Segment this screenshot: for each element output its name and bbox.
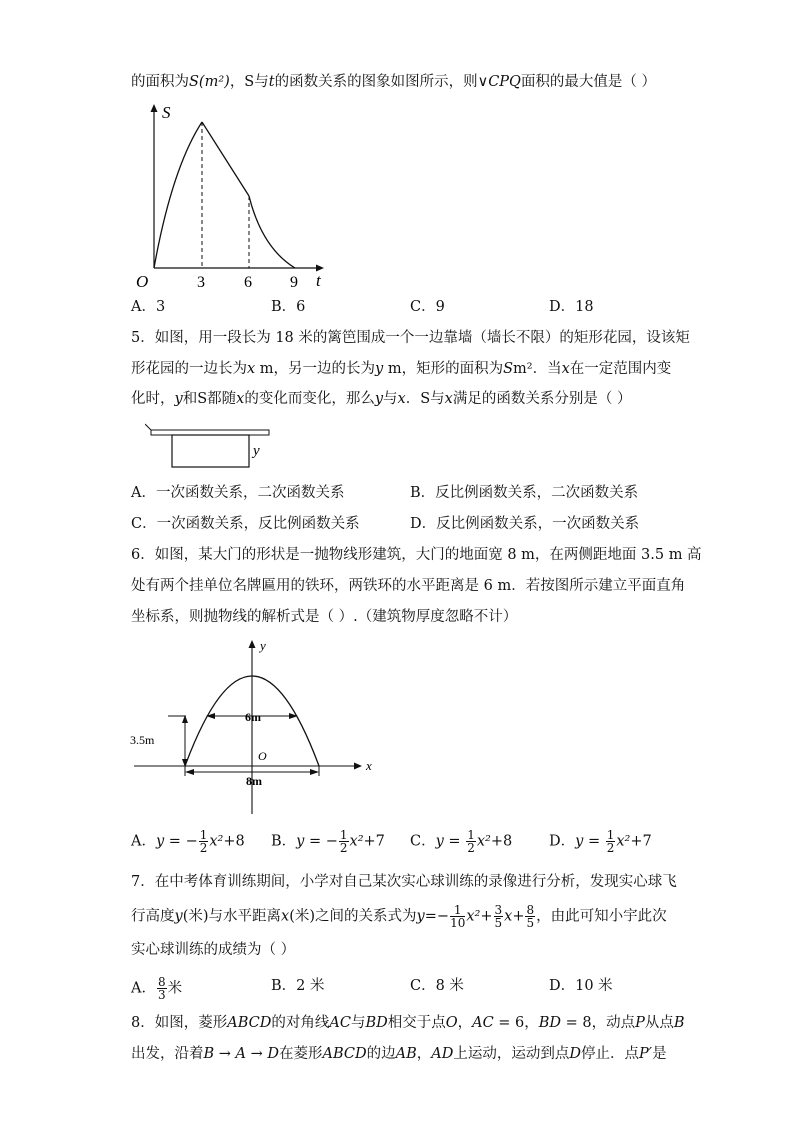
var: P′	[639, 1046, 653, 1062]
q4-option-b[interactable]: B．6	[271, 299, 306, 315]
label-8m: 8m	[246, 774, 262, 788]
y-axis-arrow	[249, 640, 256, 648]
var-x: x	[281, 908, 290, 925]
q6-option-a[interactable]	[131, 829, 245, 854]
q5-var-x: x	[444, 391, 453, 407]
num: 8	[526, 903, 535, 917]
var-y: y	[575, 833, 584, 850]
eq: =	[304, 833, 326, 850]
plus: +	[480, 908, 493, 925]
fraction	[494, 904, 504, 929]
fence-end	[145, 424, 151, 430]
eq: =	[443, 833, 466, 850]
q4-option-c[interactable]: C．9	[410, 299, 445, 315]
x-squared: x²	[209, 833, 224, 850]
den: 2	[606, 841, 615, 855]
q7-text: ，由此可知小宇此次	[536, 908, 667, 925]
num: 1	[199, 828, 208, 842]
eq: =	[583, 833, 605, 850]
q8-text: 8．如图，菱形	[131, 1015, 228, 1031]
q8-text: 的边	[366, 1046, 396, 1062]
unit: 米	[167, 980, 183, 997]
q5-text: 在一定范围内变	[569, 361, 672, 377]
q7-option-b[interactable]: B．2 米	[271, 978, 325, 994]
q4-text: 面积的最大值是（ ）	[520, 74, 657, 90]
q8-text: ，	[457, 1015, 473, 1031]
q8-text: 停止．点	[581, 1046, 640, 1062]
q5-text: 化时，	[131, 391, 175, 407]
x-squared: x²	[616, 833, 631, 850]
tick-6: 6	[244, 274, 252, 290]
q8-text: 与	[350, 1015, 366, 1031]
arrow-left	[185, 769, 194, 775]
q4-option-a[interactable]: A．3	[131, 299, 166, 315]
q8-text: 在菱形	[279, 1046, 323, 1062]
var: AB	[395, 1046, 417, 1062]
q7-line-3: 实心球训练的成绩为（ ）	[131, 942, 296, 958]
num: 1	[467, 828, 475, 842]
wall	[151, 430, 269, 435]
origin-label: O	[258, 749, 267, 763]
fraction	[339, 829, 349, 854]
den: 5	[494, 916, 503, 930]
plus: +	[512, 908, 525, 925]
q6-line-3: 坐标系，则抛物线的解析式是（ ）.（建筑物厚度忽略不计）	[131, 609, 518, 625]
q5-var-x: x	[247, 361, 256, 377]
tick-9: 9	[290, 274, 298, 290]
q5-option-d[interactable]: D．反比例函数关系，一次函数关系	[410, 516, 640, 532]
q4-text: ，S与	[229, 74, 269, 90]
var: ABCD	[322, 1046, 367, 1062]
q5-var-x: x	[561, 361, 570, 377]
q7-text: (米)与水平距离	[182, 908, 282, 925]
opt-prefix: A．	[131, 980, 156, 997]
q8-text: 是	[652, 1046, 667, 1062]
q8-text: ，	[524, 1015, 539, 1031]
var: ABCD	[227, 1015, 272, 1031]
var: AC	[472, 1015, 494, 1031]
q8-text: 从点	[644, 1015, 674, 1031]
num: 3	[494, 903, 503, 917]
q7-line-1: 7．在中考体育训练期间，小学对自己某次实心球训练的录像进行分析，发现实心球飞	[131, 874, 677, 890]
eq: =	[164, 833, 186, 850]
segment-fall	[202, 122, 249, 196]
opt-prefix: A．	[131, 833, 156, 850]
fraction	[157, 976, 167, 1001]
y-label: y	[260, 638, 266, 653]
num: 1	[450, 904, 465, 917]
q5-text: ．S与	[405, 391, 445, 407]
q5-option-a[interactable]: A．一次函数关系，二次函数关系	[131, 485, 345, 501]
var: AD	[431, 1046, 454, 1062]
const: +8	[223, 833, 245, 850]
var: D	[569, 1046, 582, 1062]
q8-text: ，动点	[591, 1015, 636, 1031]
q4-t-var: t	[268, 74, 275, 90]
den: 3	[157, 988, 166, 1002]
eq: =−	[424, 908, 450, 925]
q5-text: 和S都随	[182, 391, 237, 407]
q4-text: 的面积为	[131, 74, 189, 90]
const: +7	[363, 833, 385, 850]
q5-text: 与	[383, 391, 398, 407]
curve-rise	[154, 122, 202, 268]
q5-text: m²．当	[513, 361, 562, 377]
garden-rect	[172, 435, 249, 467]
arrow-right	[310, 769, 319, 775]
label-6m: 6m	[245, 710, 261, 724]
q4-option-d[interactable]: D．18	[549, 299, 594, 315]
const: +7	[630, 833, 652, 850]
arrow-right	[289, 713, 298, 719]
var: P	[635, 1015, 645, 1031]
q5-option-c[interactable]: C．一次函数关系，反比例函数关系	[131, 516, 360, 532]
q6-option-c[interactable]	[410, 829, 512, 854]
arrow-left	[206, 713, 215, 719]
var: AC	[329, 1015, 351, 1031]
q5-var-y: y	[174, 391, 183, 407]
q6-line-1: 6．如图，某大门的形状是一抛物线形建筑，大门的地面宽 8 m，在两侧距地面 3.5 m 高	[131, 547, 702, 563]
var: BD	[538, 1015, 562, 1031]
den: 10	[450, 916, 466, 930]
opt-prefix: D．	[549, 833, 576, 850]
fraction	[450, 904, 465, 929]
var: O	[445, 1015, 458, 1031]
var-y: y	[174, 908, 183, 925]
opt-prefix: B．	[271, 833, 297, 850]
q4-text: 的函数关系的图象如图所示，则	[274, 74, 478, 90]
den: 2	[467, 841, 475, 855]
curve-decay	[249, 196, 295, 268]
q7-text: 行高度	[131, 908, 175, 925]
x-label: t	[316, 271, 321, 290]
q7-option-a[interactable]	[131, 976, 182, 1001]
neg: −	[185, 833, 198, 850]
x-squared: x²	[466, 908, 481, 925]
q5-var-y: y	[374, 391, 384, 407]
y-label: S	[162, 103, 171, 122]
q5-var-s: S	[503, 361, 514, 377]
q5-option-b[interactable]: B．反比例函数关系，二次函数关系	[410, 485, 639, 501]
origin-label: O	[136, 272, 149, 290]
var-x: x	[504, 908, 513, 925]
var-y: y	[416, 908, 425, 925]
q6-line-2: 处有两个挂单位名牌匾用的铁环，两铁环的水平距离是 6 m．若按图所示建立平面直角	[131, 578, 686, 594]
q4-text-line	[131, 72, 656, 92]
q8-text: = 6	[493, 1015, 525, 1031]
num: 8	[157, 975, 166, 989]
var-y: y	[435, 833, 444, 850]
q5-text: m，矩形的面积为	[383, 361, 504, 377]
q6-option-b[interactable]	[271, 829, 385, 854]
den: 5	[526, 916, 535, 930]
fraction	[199, 829, 209, 854]
q5-var-x: x	[397, 391, 406, 407]
x-axis-arrow	[354, 763, 362, 770]
den: 2	[339, 841, 348, 855]
var: BD	[365, 1015, 388, 1031]
q8-text: ，	[416, 1046, 432, 1062]
tick-3: 3	[197, 274, 205, 290]
q5-var-y: y	[375, 361, 384, 377]
x-squared: x²	[476, 833, 491, 850]
q5-line-2	[131, 359, 671, 379]
q8-line-2	[131, 1044, 667, 1064]
q5-text: m，另一边的长为	[255, 361, 376, 377]
q4-s-unit: S(m²)	[189, 74, 230, 90]
q8-line-1	[131, 1013, 685, 1033]
fraction	[466, 829, 476, 854]
q7-option-d[interactable]: D．10 米	[549, 978, 613, 994]
q8-text: = 8	[561, 1015, 592, 1031]
q4-triangle: ∨CPQ	[477, 74, 521, 90]
label-3-5m: 3.5m	[130, 733, 155, 747]
y-axis-arrow	[151, 104, 158, 112]
fraction	[606, 829, 616, 854]
q7-option-c[interactable]: C．8 米	[410, 978, 464, 994]
var-y: y	[296, 833, 305, 850]
q5-line-3	[131, 389, 631, 409]
x-label: x	[366, 758, 372, 773]
q8-text: 相交于点	[387, 1015, 446, 1031]
q5-var-x: x	[236, 391, 245, 407]
q6-figure	[130, 636, 380, 818]
q5-line-1: 5．如图，用一段长为 18 米的篱笆围成一个一边靠墙（墙长不限）的矩形花园，设该矩	[131, 330, 690, 346]
q5-text: 的变化而变化，那么	[244, 391, 375, 407]
q5-text: 满足的函数关系分别是（ ）	[452, 391, 632, 407]
var-y: y	[155, 833, 165, 850]
num: 1	[339, 828, 348, 842]
q4-graph	[132, 98, 332, 290]
var: B → A → D	[203, 1046, 279, 1062]
q7-text: (米)之间的关系式为	[289, 908, 417, 925]
var: B	[673, 1015, 685, 1031]
q6-option-d[interactable]	[549, 829, 652, 854]
q8-text: 上运动，运动到点	[453, 1046, 570, 1062]
den: 2	[199, 841, 208, 855]
q5-text: 形花园的一边长为	[131, 361, 247, 377]
num: 1	[606, 828, 615, 842]
fraction	[525, 904, 535, 929]
neg: −	[325, 833, 338, 850]
q8-text: 出发，沿着	[131, 1046, 204, 1062]
y-label: y	[253, 443, 260, 459]
opt-prefix: C．	[410, 833, 436, 850]
q7-line-2	[131, 904, 667, 929]
x-squared: x²	[349, 833, 364, 850]
q8-text: 的对角线	[271, 1015, 330, 1031]
const: +8	[490, 833, 513, 850]
q5-figure	[145, 422, 275, 474]
